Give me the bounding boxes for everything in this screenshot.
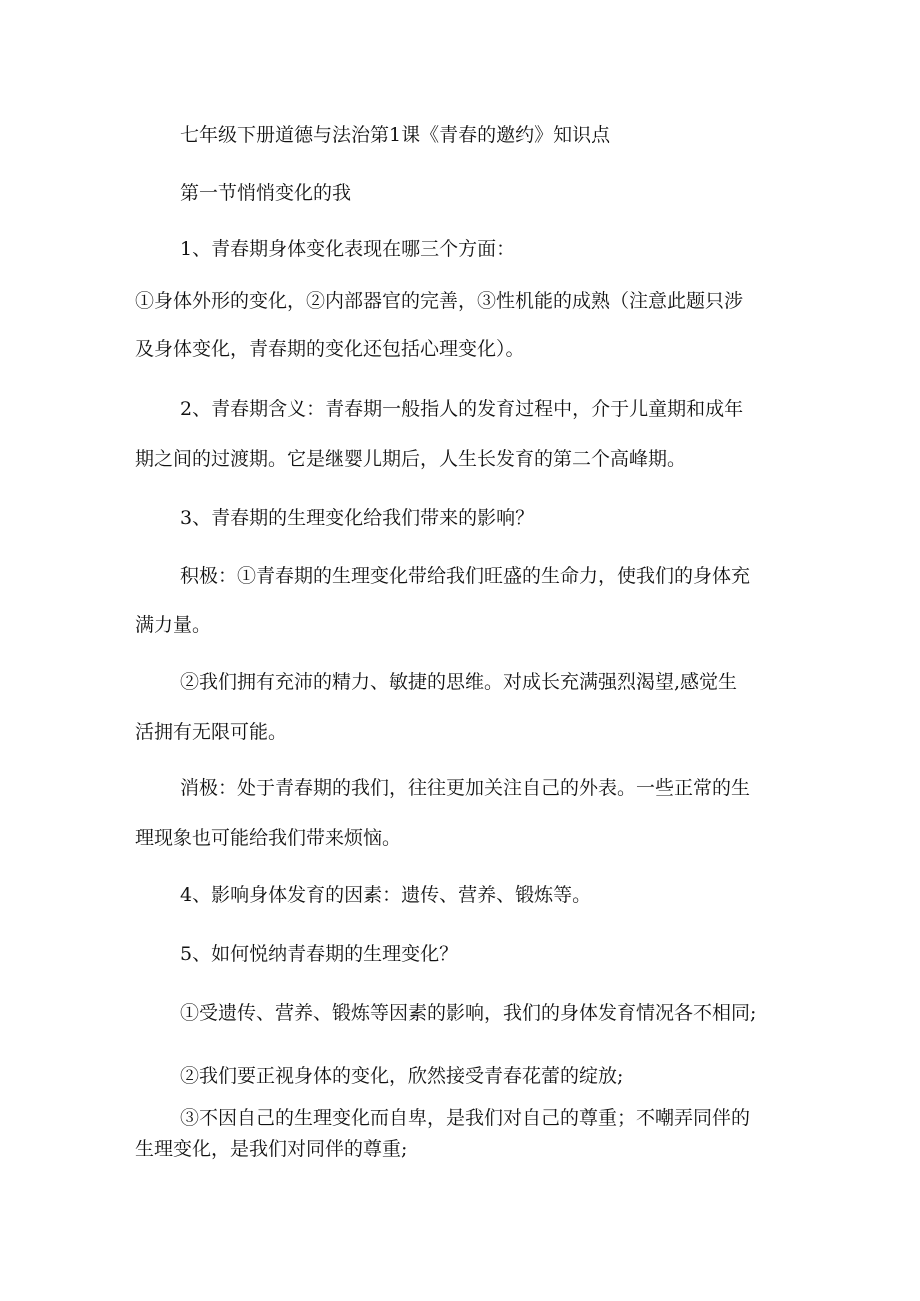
section-heading: 第一节悄悄变化的我 xyxy=(180,182,352,204)
text-line: ②我们要正视身体的变化，欣然接受青春花蕾的绽放; xyxy=(180,1065,624,1087)
text-line: ②我们拥有充沛的精力、敏捷的思维。对成长充满强烈渴望,感觉生 xyxy=(180,671,738,693)
text-line: 及身体变化，青春期的变化还包括心理变化）。 xyxy=(135,338,525,360)
document-title: 七年级下册道德与法治第1课《青春的邀约》知识点 xyxy=(180,124,611,146)
text-line: 满力量。 xyxy=(135,614,212,636)
text-line: ①受遗传、营养、锻炼等因素的影响，我们的身体发育情况各不相同; xyxy=(180,1002,757,1024)
text-line: 生理变化，是我们对同伴的尊重; xyxy=(135,1138,408,1160)
text-line: 期之间的过渡期。它是继婴儿期后，人生长发育的第二个高峰期。 xyxy=(135,448,687,470)
text-line: 理现象也可能给我们带来烦恼。 xyxy=(135,827,402,849)
text-line: 2、青春期含义：青春期一般指人的发育过程中，介于儿童期和成年 xyxy=(180,398,744,420)
text-line: 3、青春期的生理变化给我们带来的影响？ xyxy=(180,507,535,529)
text-line: 消极：处于青春期的我们，往往更加关注自己的外表。一些正常的生 xyxy=(180,777,751,799)
text-line: ①身体外形的变化，②内部器官的完善，③性机能的成熟（注意此题只涉 xyxy=(135,290,744,312)
text-line: 活拥有无限可能。 xyxy=(135,721,288,743)
text-line: ③不因自己的生理变化而自卑，是我们对自己的尊重；不嘲弄同伴的 xyxy=(180,1107,751,1129)
text-line: 5、如何悦纳青春期的生理变化？ xyxy=(180,943,459,965)
text-line: 4、影响身体发育的因素：遗传、营养、锻炼等。 xyxy=(180,884,592,906)
text-line: 积极：①青春期的生理变化带给我们旺盛的生命力，使我们的身体充 xyxy=(180,565,751,587)
text-line: 1、青春期身体变化表现在哪三个方面： xyxy=(180,238,516,260)
